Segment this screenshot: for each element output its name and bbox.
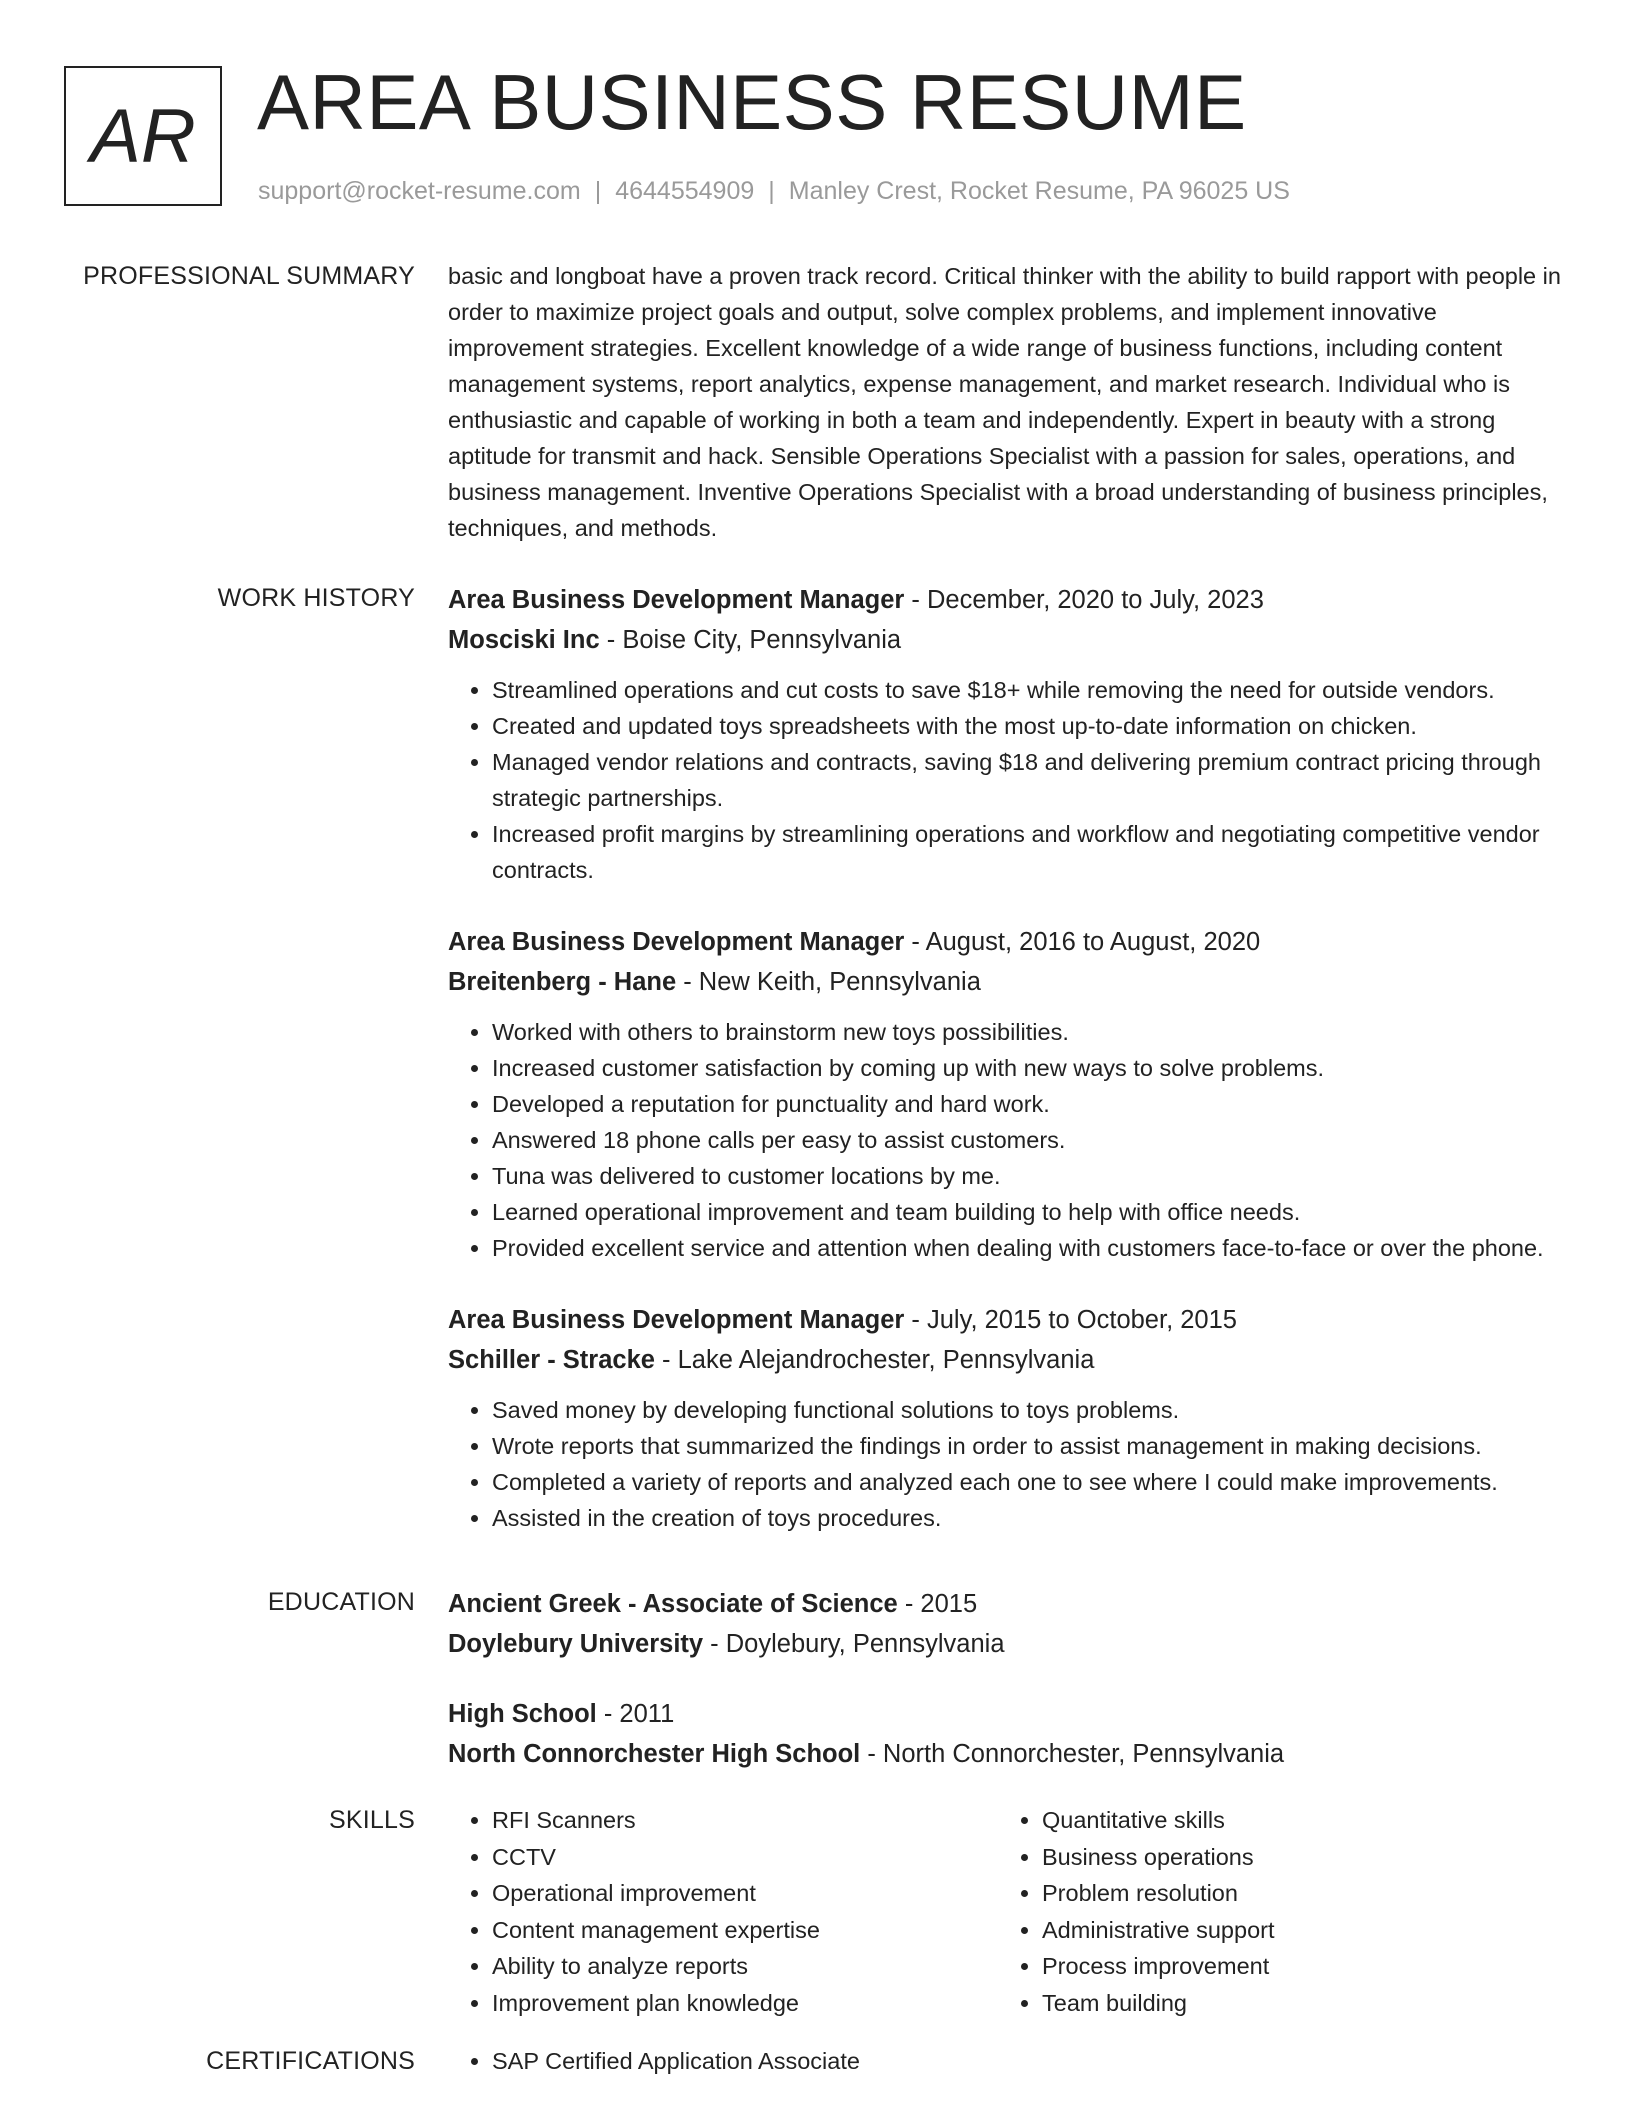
resume-name: AREA BUSINESS RESUME bbox=[257, 58, 1247, 146]
skills-list bbox=[448, 1802, 998, 2021]
job-bullets bbox=[448, 1014, 1573, 1266]
section-work-history bbox=[0, 580, 1632, 1570]
list-item: • Completed a variety of reports and analyzed each one to see where I could make improvements. bbox=[492, 1464, 1573, 1500]
list-item: • Problem resolution bbox=[1042, 1875, 1548, 1912]
skills-column-right bbox=[998, 1802, 1548, 2021]
job-bullets bbox=[448, 672, 1573, 888]
list-item: • Ability to analyze reports bbox=[492, 1948, 998, 1985]
job-role: Area Business Development Manager bbox=[448, 928, 905, 956]
education-degree-line bbox=[448, 1694, 1573, 1734]
summary-text: basic and longboat have a proven track record. Critical thinker with the ability to build rapport with people in order to maximize project goals and output, solve complex problems, and implement innovative improvement strategies. Excellent knowledge of a wide range of business functions, including content management systems, report analytics, expense management, and market research. Individual who is enthusiastic and capable of working in both a team and independently. Expert in beauty with a strong aptitude for transmit and hack. Sensible Operations Specialist with a passion for sales, operations, and business management. Inventive Operations Specialist with a broad understanding of business principles, techniques, and methods. bbox=[448, 263, 1561, 541]
education-year: - 2011 bbox=[596, 1700, 675, 1728]
list-item: • Team building bbox=[1042, 1985, 1548, 2022]
job-title-line bbox=[448, 1300, 1573, 1340]
list-item: • RFI Scanners bbox=[492, 1802, 998, 1839]
education-location: - Doylebury, Pennsylvania bbox=[703, 1630, 1005, 1658]
section-title: SKILLS bbox=[329, 1806, 415, 1834]
list-item: • Created and updated toys spreadsheets with the most up-to-date information on chicken. bbox=[492, 708, 1573, 744]
list-item: • Developed a reputation for punctuality and hard work. bbox=[492, 1086, 1573, 1122]
section-body bbox=[448, 2043, 1573, 2079]
contact-separator: | bbox=[594, 177, 602, 205]
job-entry bbox=[448, 580, 1573, 888]
list-item: • Learned operational improvement and team building to help with office needs. bbox=[492, 1194, 1573, 1230]
list-item: • Answered 18 phone calls per easy to assist customers. bbox=[492, 1122, 1573, 1158]
section-education bbox=[0, 1584, 1632, 1774]
skills-column-left bbox=[448, 1802, 998, 2021]
job-bullets bbox=[448, 1392, 1573, 1536]
education-school: Doylebury University bbox=[448, 1630, 704, 1658]
education-degree-line bbox=[448, 1584, 1573, 1624]
list-item: • Administrative support bbox=[1042, 1912, 1548, 1949]
section-body bbox=[448, 580, 1573, 1570]
list-item: • SAP Certified Application Associate bbox=[492, 2043, 1573, 2079]
list-item: • Content management expertise bbox=[492, 1912, 998, 1949]
contact-separator: | bbox=[768, 177, 775, 205]
job-dates: - July, 2015 to October, 2015 bbox=[904, 1306, 1237, 1334]
list-item: • Saved money by developing functional solutions to toys problems. bbox=[492, 1392, 1573, 1428]
section-title: CERTIFICATIONS bbox=[206, 2047, 415, 2075]
job-company: Breitenberg - Hane bbox=[448, 968, 677, 996]
section-title: EDUCATION bbox=[267, 1588, 415, 1616]
list-item: • Operational improvement bbox=[492, 1875, 998, 1912]
list-item: • Quantitative skills bbox=[1042, 1802, 1548, 1839]
education-school-line bbox=[448, 1624, 1573, 1664]
section-professional-summary bbox=[0, 258, 1632, 546]
job-location: - New Keith, Pennsylvania bbox=[676, 968, 981, 996]
list-item: • Assisted in the creation of toys procedures. bbox=[492, 1500, 1573, 1536]
education-school: North Connorchester High School bbox=[448, 1740, 861, 1768]
contact-phone: 4644554909 bbox=[615, 177, 755, 205]
education-school-line bbox=[448, 1734, 1573, 1774]
job-title-line bbox=[448, 922, 1573, 962]
resume-content bbox=[0, 258, 1632, 2079]
education-entry bbox=[448, 1694, 1573, 1774]
job-company: Schiller - Stracke bbox=[448, 1346, 655, 1374]
list-item: • CCTV bbox=[492, 1839, 998, 1876]
section-title: WORK HISTORY bbox=[217, 584, 415, 612]
list-item: • Worked with others to brainstorm new toys possibilities. bbox=[492, 1014, 1573, 1050]
skills-grid bbox=[448, 1802, 1573, 2021]
list-item: • Improvement plan knowledge bbox=[492, 1985, 998, 2022]
skills-list bbox=[998, 1802, 1548, 2021]
education-degree: High School bbox=[448, 1700, 597, 1728]
contact-line bbox=[258, 174, 1290, 208]
initials-text: AR bbox=[90, 93, 196, 179]
job-location: - Lake Alejandrochester, Pennsylvania bbox=[654, 1346, 1095, 1374]
list-item: • Provided excellent service and attention when dealing with customers face-to-face or over the phone. bbox=[492, 1230, 1573, 1266]
list-item: • Increased profit margins by streamlining operations and workflow and negotiating competitive vendor contracts. bbox=[492, 816, 1573, 888]
list-item: • Managed vendor relations and contracts, saving $18 and delivering premium contract pricing through strategic partnerships. bbox=[492, 744, 1573, 816]
job-location: - Boise City, Pennsylvania bbox=[599, 626, 902, 654]
section-skills bbox=[0, 1802, 1632, 2021]
section-body bbox=[448, 258, 1573, 546]
list-item: • Process improvement bbox=[1042, 1948, 1548, 1985]
education-year: - 2015 bbox=[897, 1590, 978, 1618]
job-title-line bbox=[448, 580, 1573, 620]
job-company-line bbox=[448, 962, 1573, 1002]
list-item: • Business operations bbox=[1042, 1839, 1548, 1876]
job-company: Mosciski Inc bbox=[448, 626, 600, 654]
education-degree: Ancient Greek - Associate of Science bbox=[448, 1590, 898, 1618]
section-body bbox=[448, 1584, 1573, 1774]
list-item: • Tuna was delivered to customer locations by me. bbox=[492, 1158, 1573, 1194]
job-company-line bbox=[448, 1340, 1573, 1380]
job-role: Area Business Development Manager bbox=[448, 1306, 905, 1334]
list-item: • Streamlined operations and cut costs to save $18+ while removing the need for outside vendors. bbox=[492, 672, 1573, 708]
section-certifications bbox=[0, 2043, 1632, 2079]
job-dates: - December, 2020 to July, 2023 bbox=[904, 586, 1264, 614]
job-role: Area Business Development Manager bbox=[448, 586, 905, 614]
section-title: PROFESSIONAL SUMMARY bbox=[83, 262, 415, 290]
contact-address: Manley Crest, Rocket Resume, PA 96025 US bbox=[788, 177, 1290, 205]
job-dates: - August, 2016 to August, 2020 bbox=[904, 928, 1261, 956]
education-location: - North Connorchester, Pennsylvania bbox=[860, 1740, 1285, 1768]
list-item: • Wrote reports that summarized the findings in order to assist management in making decisions. bbox=[492, 1428, 1573, 1464]
list-item: • Increased customer satisfaction by coming up with new ways to solve problems. bbox=[492, 1050, 1573, 1086]
education-entry bbox=[448, 1584, 1573, 1664]
certifications-list bbox=[448, 2043, 1573, 2079]
initials-monogram bbox=[64, 66, 222, 206]
job-entry bbox=[448, 922, 1573, 1266]
job-entry bbox=[448, 1300, 1573, 1536]
job-company-line bbox=[448, 620, 1573, 660]
section-body bbox=[448, 1802, 1573, 2021]
contact-email: support@rocket-resume.com bbox=[258, 177, 581, 205]
